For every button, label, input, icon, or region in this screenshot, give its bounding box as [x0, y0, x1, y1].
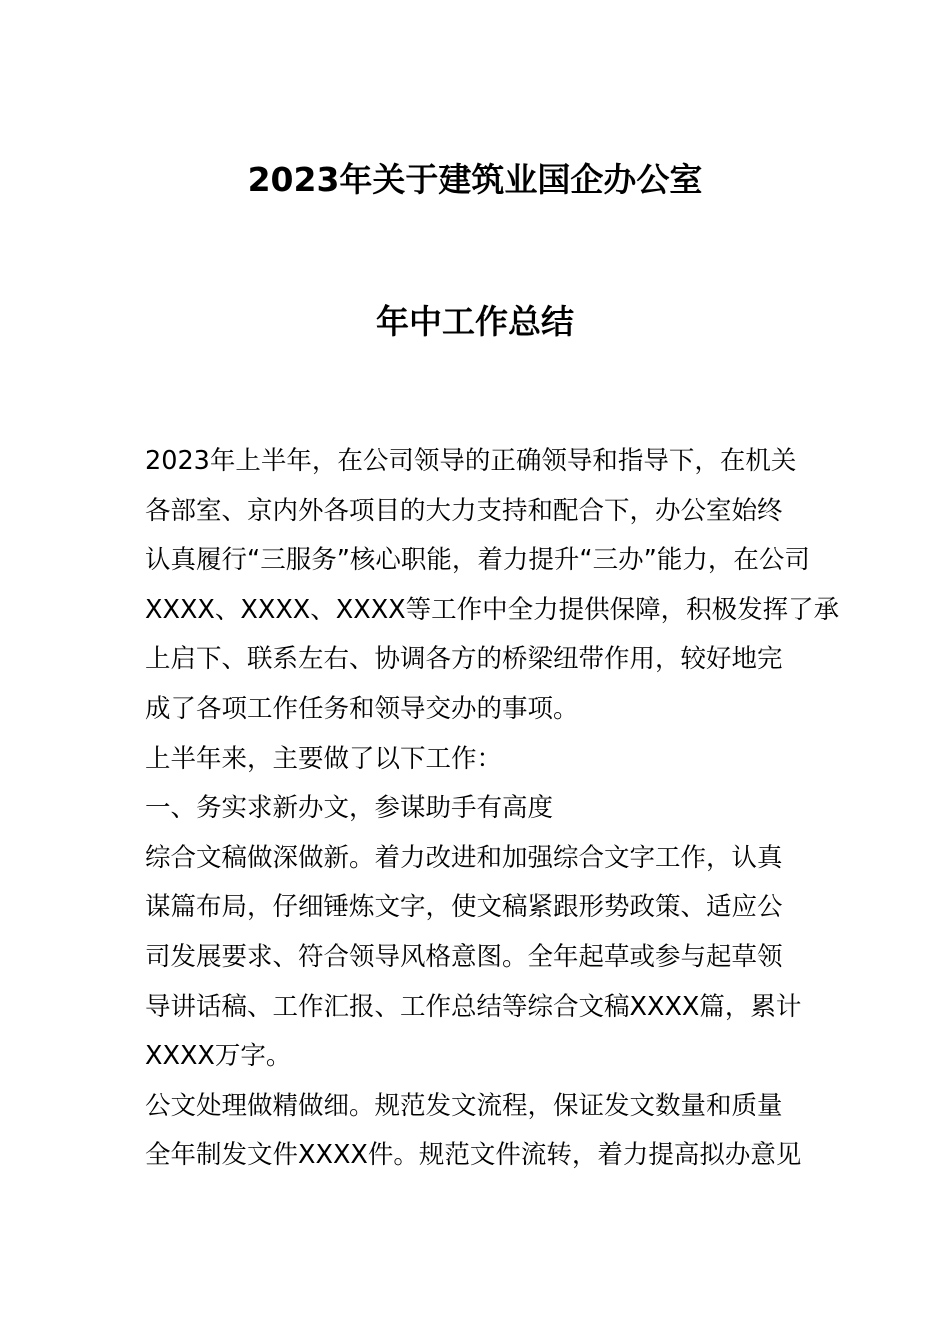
document-body [145, 437, 840, 1181]
body-line: 全年制发文件XXXX件。规范文件流转，着力提高拟办意见 [145, 1140, 802, 1171]
body-line: XXXX、XXXX、XXXX等工作中全力提供保障，积极发挥了承 [145, 594, 840, 625]
body-line: 各部室、京内外各项目的大力支持和配合下，办公室始终 [145, 495, 783, 526]
body-line: 司发展要求、符合领导风格意图。全年起草或参与起草领 [145, 941, 783, 972]
body-line: 综合文稿做深做新。着力改进和加强综合文字工作，认真 [145, 842, 783, 873]
document-title-line-1: 2023年关于建筑业国企办公室 [247, 160, 703, 199]
body-line: 导讲话稿、工作汇报、工作总结等综合文稿XXXX篇，累计 [145, 991, 802, 1022]
body-line: 认真履行“三服务”核心职能，着力提升“三办”能力，在公司 [145, 545, 810, 576]
document-title-line-2: 年中工作总结 [376, 302, 574, 341]
body-line: 2023年上半年，在公司领导的正确领导和指导下，在机关 [145, 446, 797, 476]
body-line: 上半年来，主要做了以下工作： [145, 743, 503, 774]
body-line: 谋篇布局，仔细锤炼文字，使文稿紧跟形势政策、适应公 [145, 892, 783, 923]
body-line: 成了各项工作任务和领导交办的事项。 [145, 693, 579, 724]
section-heading: 一、务实求新办文，参谋助手有高度 [145, 793, 554, 824]
body-line: XXXX万字。 [145, 1041, 292, 1072]
body-line: 上启下、联系左右、协调各方的桥梁纽带作用，较好地完 [145, 644, 783, 675]
body-line: 公文处理做精做细。规范发文流程，保证发文数量和质量 [145, 1090, 783, 1121]
